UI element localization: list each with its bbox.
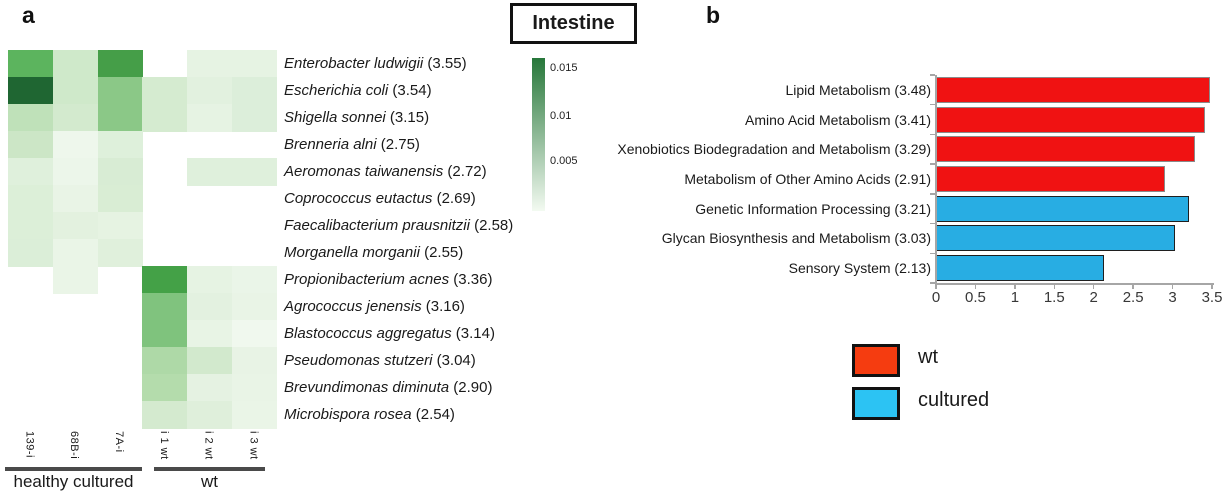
heatmap-cell [53,131,98,159]
heatmap-row-label [284,212,513,239]
heatmap-cell [232,266,277,294]
heatmap-cell [8,158,53,186]
heatmap-row-label [284,374,492,401]
bar-category-label: Sensory System (2.13) [788,260,931,277]
bar-wt [936,166,1165,192]
heatmap-cell [187,347,232,375]
species-name: Pseudomonas stutzeri [284,352,433,369]
heatmap-cell [232,77,277,105]
legend-label-wt: wt [918,346,938,368]
heatmap-row-label [284,266,492,293]
heatmap-column-label: i 3 wt [247,431,260,460]
heatmap-cell [53,266,98,294]
y-axis-tick [930,193,935,195]
x-axis-tick-label: 2.5 [1122,289,1144,306]
heatmap-row-label [284,131,420,158]
heatmap-cell [187,266,232,294]
species-score: (3.54) [388,82,432,99]
heatmap-cell [98,239,143,267]
species-score: (2.58) [469,217,514,234]
heatmap-column-label: i 2 wt [202,431,215,460]
x-axis-tick [935,285,937,289]
x-axis-tick-label: 0 [931,289,941,306]
species-score: (3.15) [385,109,430,126]
heatmap-cell [53,185,98,213]
species-name: Microbispora rosea [284,406,412,423]
heatmap-cell [232,293,277,321]
heatmap-cell [187,293,232,321]
heatmap-colorbar [532,58,545,211]
heatmap-column-label: 7A-i [113,431,126,453]
species-name: Agrococcus jenensis [284,298,422,315]
heatmap-row-label [284,104,429,131]
species-name: Propionibacterium acnes [284,271,450,288]
heatmap-cell [8,185,53,213]
heatmap-cell [232,374,277,402]
bar-category-label: Genetic Information Processing (3.21) [695,200,931,217]
heatmap-cell [187,374,232,402]
x-axis-tick [975,285,977,289]
heatmap-cell [8,239,53,267]
heatmap-cell [232,104,277,132]
heatmap-row-label [284,347,476,374]
x-axis-tick-label: 3.5 [1201,289,1223,306]
species-score: (2.72) [443,163,487,180]
heatmap-cell [53,239,98,267]
group-label-healthy-cultured: healthy cultured [13,472,134,491]
heatmap-row-label [284,185,476,212]
group-label-wt: wt [201,472,218,491]
heatmap-cell [8,131,53,159]
species-score: (2.69) [432,190,476,207]
panel-b-label: b [706,2,721,28]
bar-category-label: Metabolism of Other Amino Acids (2.91) [684,170,931,187]
y-axis-tick [930,253,935,255]
x-axis-tick-label: 1.5 [1043,289,1065,306]
heatmap-cell [142,266,187,294]
heatmap-cell [142,77,187,105]
species-name: Aeromonas taiwanensis [284,163,444,180]
species-score: (2.90) [449,379,493,396]
heatmap-cell [53,158,98,186]
heatmap-cell [142,401,187,429]
species-name: Morganella morganii [284,244,420,261]
heatmap-column-label: 68B-i [68,431,81,460]
heatmap-cell [232,320,277,348]
x-axis-tick [1093,285,1095,289]
heatmap-cell [53,50,98,78]
heatmap-row-label [284,77,432,104]
heatmap-cell [187,320,232,348]
species-score: (2.54) [411,406,455,423]
heatmap-cell [98,77,143,105]
species-name: Escherichia coli [284,82,389,99]
panel-a-label: a [22,2,35,28]
x-axis-tick-label: 2 [1089,289,1098,306]
heatmap-cell [142,320,187,348]
colorbar-tick-high: 0.015 [550,62,578,74]
heatmap-cell [142,293,187,321]
heatmap-cell [232,347,277,375]
heatmap-cell [187,50,232,78]
bar-cultured [936,225,1175,251]
y-axis-tick [930,223,935,225]
bar-wt [936,107,1205,133]
species-name: Enterobacter ludwigii [284,55,424,72]
heatmap-cell [187,401,232,429]
x-axis-tick [1172,285,1174,289]
heatmap-cell [142,347,187,375]
y-axis-tick [930,74,935,76]
bar-category-label: Amino Acid Metabolism (3.41) [745,111,931,128]
bar-category-label: Glycan Biosynthesis and Metabolism (3.03) [661,230,931,247]
heatmap-cell [232,50,277,78]
heatmap-cell [53,212,98,240]
x-axis-tick-label: 0.5 [964,289,986,306]
species-score: (3.14) [451,325,495,342]
heatmap-row-label [284,50,467,77]
heatmap-cell [98,104,143,132]
bar-category-label: Lipid Metabolism (3.48) [785,81,931,98]
heatmap-cell [53,104,98,132]
colorbar-tick-mid: 0.01 [550,110,572,122]
species-name: Coprococcus eutactus [284,190,433,207]
legend-label-cultured: cultured [918,389,990,411]
x-axis-tick-label: 3 [1168,289,1177,306]
heatmap-cell [98,50,143,78]
heatmap-cell [187,104,232,132]
bar-wt [936,136,1195,162]
x-axis-tick [1054,285,1056,289]
species-name: Blastococcus aggregatus [284,325,452,342]
x-axis-tick [1211,285,1213,289]
legend-swatch-cultured [852,387,900,420]
heatmap-cell [98,185,143,213]
intestine-title-text: Intestine [532,12,615,34]
species-score: (2.55) [419,244,464,261]
heatmap-row-label [284,158,487,185]
x-axis-tick [1014,285,1016,289]
species-name: Shigella sonnei [284,109,386,126]
bar-category-label: Xenobiotics Biodegradation and Metabolism (3.29) [617,141,931,158]
intestine-title-box [510,3,637,44]
species-score: (3.55) [423,55,467,72]
species-name: Faecalibacterium prausnitzii [284,217,470,234]
heatmap-column-label: 139-i [23,431,36,458]
x-axis-tick-label: 1 [1010,289,1020,306]
y-axis-tick [930,104,935,106]
heatmap-cell [98,158,143,186]
heatmap-cell [232,401,277,429]
colorbar-tick-low: 0.005 [550,155,578,167]
heatmap-column-label: i 1 wt [157,431,170,460]
heatmap-row-label [284,239,463,266]
heatmap-cell [8,50,53,78]
heatmap-row-label [284,293,465,320]
heatmap-row-label [284,401,455,428]
heatmap-row-label [284,320,495,347]
heatmap-cell [142,104,187,132]
y-axis-tick [930,163,935,165]
species-score: (3.36) [449,271,493,288]
species-name: Brenneria alni [284,136,377,153]
heatmap-cell [187,77,232,105]
y-axis-line [935,75,937,284]
x-axis-tick [1132,285,1134,289]
legend-swatch-wt [852,344,900,377]
heatmap-cell [8,104,53,132]
heatmap-cell [8,77,53,105]
species-score: (2.75) [376,136,420,153]
y-axis-tick [930,134,935,136]
heatmap-cell [232,158,277,186]
heatmap-cell [98,212,143,240]
species-score: (3.16) [421,298,465,315]
species-name: Brevundimonas diminuta [284,379,450,396]
heatmap-cell [53,77,98,105]
heatmap-cell [98,131,143,159]
heatmap-cell [142,374,187,402]
heatmap-cell [187,158,232,186]
bar-cultured [936,255,1104,281]
bar-wt [936,77,1210,103]
bar-cultured [936,196,1189,222]
species-score: (3.04) [432,352,476,369]
heatmap-cell [8,212,53,240]
